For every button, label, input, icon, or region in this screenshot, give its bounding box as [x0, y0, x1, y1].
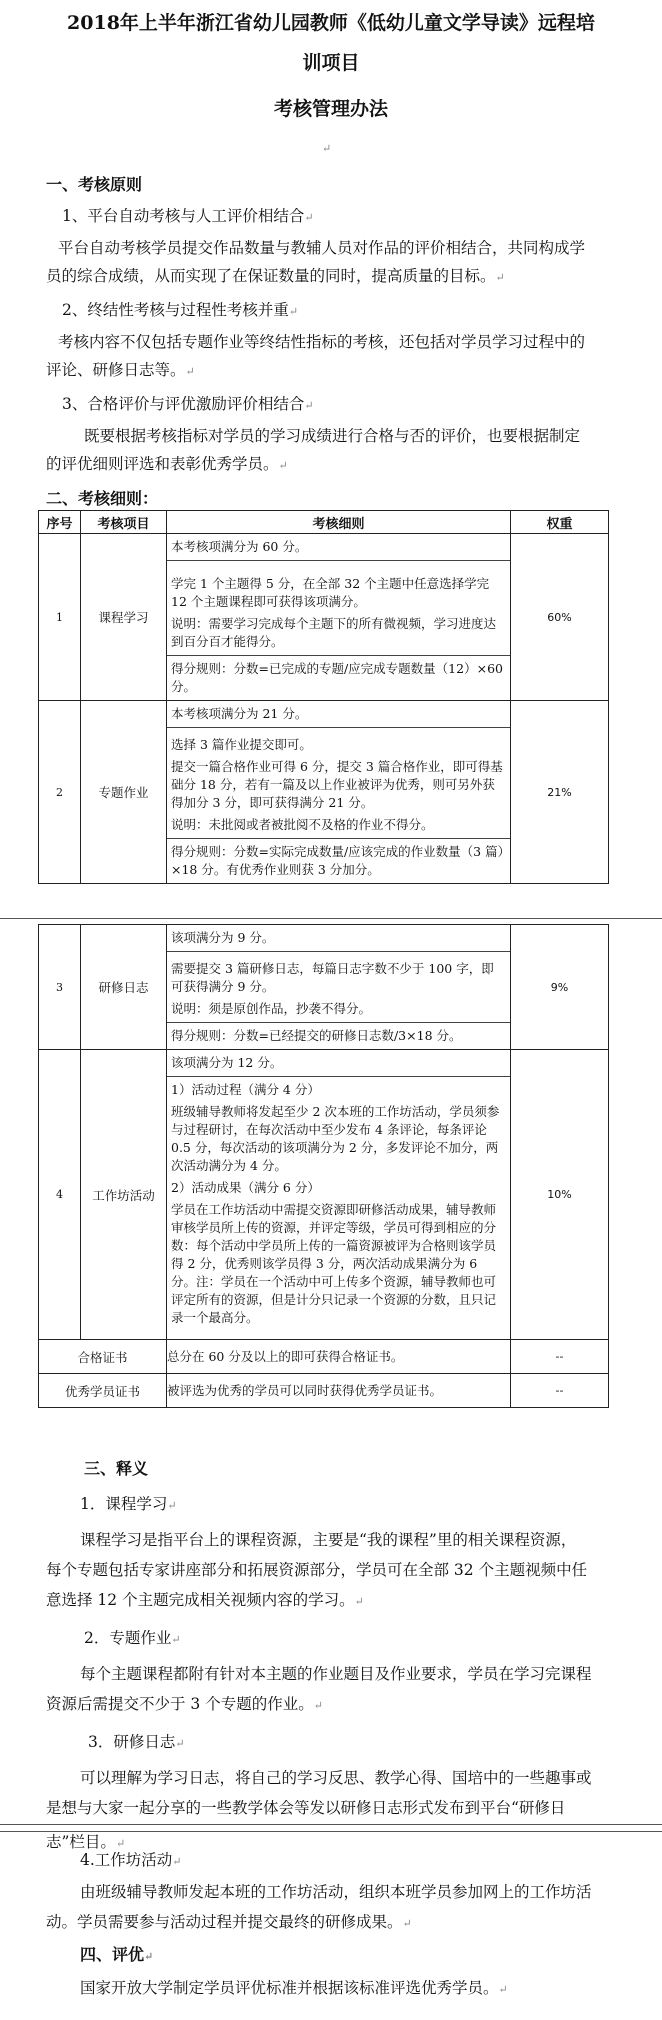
- para-mark: ↵: [322, 142, 332, 155]
- row-item: 研修日志: [81, 925, 167, 1050]
- row-detail: [167, 701, 511, 884]
- section3-item2-title: 2．专题作业↵: [84, 1629, 181, 1647]
- detail-line: 得分规则：分数=实际完成数量/应该完成的作业数量（3 篇）×18 分。有优秀作业则获 3 分加分。: [167, 838, 510, 883]
- section3-item2-body: 每个主题课程都附有针对本主题的作业题目及作业要求，学员在学习完课程: [80, 1665, 592, 1683]
- header-no: 序号: [39, 511, 81, 534]
- section4-heading: 四、评优↵: [80, 1945, 154, 1964]
- section3-item3-title: 3．研修日志↵: [88, 1733, 185, 1751]
- detail-line: 本考核项满分为 60 分。: [171, 539, 308, 554]
- detail-line: 得分规则：分数=已完成的专题/应完成专题数量（12）×60 分。: [167, 655, 510, 700]
- row-item: 优秀学员证书: [39, 1374, 167, 1408]
- section3-item3-body: 志”栏目。↵: [46, 1833, 126, 1851]
- doc-subtitle: 考核管理办法: [273, 98, 388, 120]
- detail-line: 说明：未批阅或者被批阅不及格的作业不得分。: [171, 817, 434, 832]
- table-row: [39, 925, 609, 1050]
- section2-heading: 二、考核细则：: [46, 489, 159, 508]
- row-weight: --: [511, 1374, 609, 1408]
- detail-line: 该项满分为 9 分。: [171, 930, 275, 945]
- row-detail: [167, 1050, 511, 1340]
- section1-item1-body: 员的综合成绩，从而实现了在保证数量的同时，提高质量的目标。↵: [46, 267, 505, 285]
- section3-item2-body: 资源后需提交不少于 3 个专题的作业。↵: [46, 1695, 323, 1713]
- detail-line: 2）活动成果（满分 6 分）: [171, 1180, 320, 1195]
- detail-line: 班级辅导教师将发起至少 2 次本班的工作坊活动，学员须参与过程研讨，在每次活动中至少发布 4 条评论，每条评论 0.5 分，每次活动的该项满分为 2 分，多发评论不加分，两次活动满分为 4 分。: [171, 1104, 500, 1173]
- document-page-3-content: [0, 1848, 662, 2020]
- row-item: 专题作业: [81, 701, 167, 884]
- detail-line: 本考核项满分为 21 分。: [171, 706, 308, 721]
- row-weight: --: [511, 1340, 609, 1374]
- row-detail: 总分在 60 分及以上的即可获得合格证书。: [167, 1340, 511, 1374]
- row-item: 工作坊活动: [81, 1050, 167, 1340]
- assessment-table-part-1: [38, 510, 609, 884]
- section3-item1-title: 1．课程学习↵: [80, 1495, 177, 1513]
- header-item: 考核项目: [81, 511, 167, 534]
- section4-body: 国家开放大学制定学员评优标准并根据该标准评选优秀学员。↵: [80, 1979, 508, 1997]
- row-detail: [167, 534, 511, 701]
- row-detail: [167, 925, 511, 1050]
- detail-line: 该项满分为 12 分。: [171, 1055, 283, 1070]
- section1-item1-title: 1、平台自动考核与人工评价相结合↵: [62, 207, 314, 225]
- section3-item4-body: 由班级辅导教师发起本班的工作坊活动，组织本班学员参加网上的工作坊活: [80, 1883, 592, 1901]
- doc-title-line-1: 2018年上半年浙江省幼儿园教师《低幼儿童文学导读》远程培: [67, 12, 595, 34]
- detail-line: 1）活动过程（满分 4 分）: [167, 1076, 510, 1103]
- section1-item3-body: 既要根据考核指标对学员的学习成绩进行合格与否的评价，也要根据制定: [84, 427, 581, 445]
- detail-line: 学完 1 个主题得 5 分，在全部 32 个主题中任意选择学完 12 个主题课程即可获得该项满分。: [167, 560, 510, 615]
- row-no: 3: [39, 925, 81, 1050]
- detail-line: 说明：须是原创作品，抄袭不得分。: [171, 1001, 372, 1016]
- document-page-1: [0, 0, 662, 918]
- row-weight: 9%: [511, 925, 609, 1050]
- row-detail: 被评选为优秀的学员可以同时获得优秀学员证书。: [167, 1374, 511, 1408]
- table-row: [39, 701, 609, 884]
- section3-item1-body: 课程学习是指平台上的课程资源，主要是“我的课程”里的相关课程资源，: [80, 1531, 577, 1549]
- section1-item1-body: 平台自动考核学员提交作品数量与教辅人员对作品的评价相结合，共同构成学: [58, 239, 586, 257]
- detail-line: 选择 3 篇作业提交即可。: [167, 727, 510, 758]
- section3-heading: 三、释义: [84, 1459, 149, 1478]
- row-no: 4: [39, 1050, 81, 1340]
- section1-heading: 一、考核原则: [46, 175, 143, 194]
- detail-line: 得分规则：分数=已经提交的研修日志数/3×18 分。: [167, 1022, 510, 1049]
- table-row: [39, 534, 609, 701]
- table-row: [39, 1340, 609, 1374]
- row-weight: 21%: [511, 701, 609, 884]
- row-item: 合格证书: [39, 1340, 167, 1374]
- section3-item3-body: 可以理解为学习日志，将自己的学习反思、教学心得、国培中的一些趣事或: [80, 1769, 592, 1787]
- section1-item3-title: 3、合格评价与评优激励评价相结合↵: [62, 395, 314, 413]
- section1-item2-title: 2、终结性考核与过程性考核并重↵: [62, 301, 299, 319]
- section1-item2-body: 评论、研修日志等。↵: [46, 361, 195, 379]
- header-detail: 考核细则: [167, 511, 511, 534]
- table-row: [39, 1374, 609, 1408]
- detail-line: 提交一篇合格作业可得 6 分，提交 3 篇合格作业，即可得基础分 18 分，若有一篇及以上作业被评为优秀，则可另外获得加分 3 分，即可获得满分 21 分。: [171, 759, 503, 810]
- detail-line: 学员在工作坊活动中需提交资源即研修活动成果，辅导教师审核学员所上传的资源，并评定等级，学员可得到相应的分数：每个活动中学员所上传的一篇资源被评为合格则该学员得 2 分，优秀则该学员得 3 分，两次活动成果满分为 6 分。注：学员在一个活动中可上传多个资源，辅导教师也可评定所有的资源，但是计分只记录一个资源的分数，且只记录一个最高分。: [171, 1202, 497, 1325]
- assessment-table-part-2: [38, 924, 609, 1408]
- row-weight: 60%: [511, 534, 609, 701]
- doc-title-line-2: 训项目: [302, 52, 360, 74]
- section3-item4-body: 动。学员需要参与活动过程并提交最终的研修成果。↵: [46, 1913, 412, 1931]
- section1-item2-body: 考核内容不仅包括专题作业等终结性指标的考核，还包括对学员学习过程中的: [58, 333, 586, 351]
- header-weight: 权重: [511, 511, 609, 534]
- row-item: 课程学习: [81, 534, 167, 701]
- document-page-2: [0, 924, 662, 1824]
- row-weight: 10%: [511, 1050, 609, 1340]
- section3-item4-title: 4.工作坊活动↵: [80, 1851, 182, 1869]
- detail-line: 说明：需要学习完成每个主题下的所有微视频，学习进度达到百分百才能得分。: [171, 616, 497, 649]
- section3-item3-body: 是想与大家一起分享的一些教学体会等发以研修日志形式发布到平台“研修日: [46, 1799, 566, 1817]
- table-row: [39, 1050, 609, 1340]
- section1-item3-body: 的评优细则评选和表彰优秀学员。↵: [46, 455, 288, 473]
- row-no: 1: [39, 534, 81, 701]
- section3-item1-body: 意选择 12 个主题完成相关视频内容的学习。↵: [46, 1591, 364, 1609]
- row-no: 2: [39, 701, 81, 884]
- detail-line: 需要提交 3 篇研修日志，每篇日志字数不少于 100 字，即可获得满分 9 分。: [167, 951, 510, 1000]
- table-header-row: [39, 511, 609, 534]
- section3-item1-body: 每个专题包括专家讲座部分和拓展资源部分，学员可在全部 32 个主题视频中任: [46, 1561, 588, 1579]
